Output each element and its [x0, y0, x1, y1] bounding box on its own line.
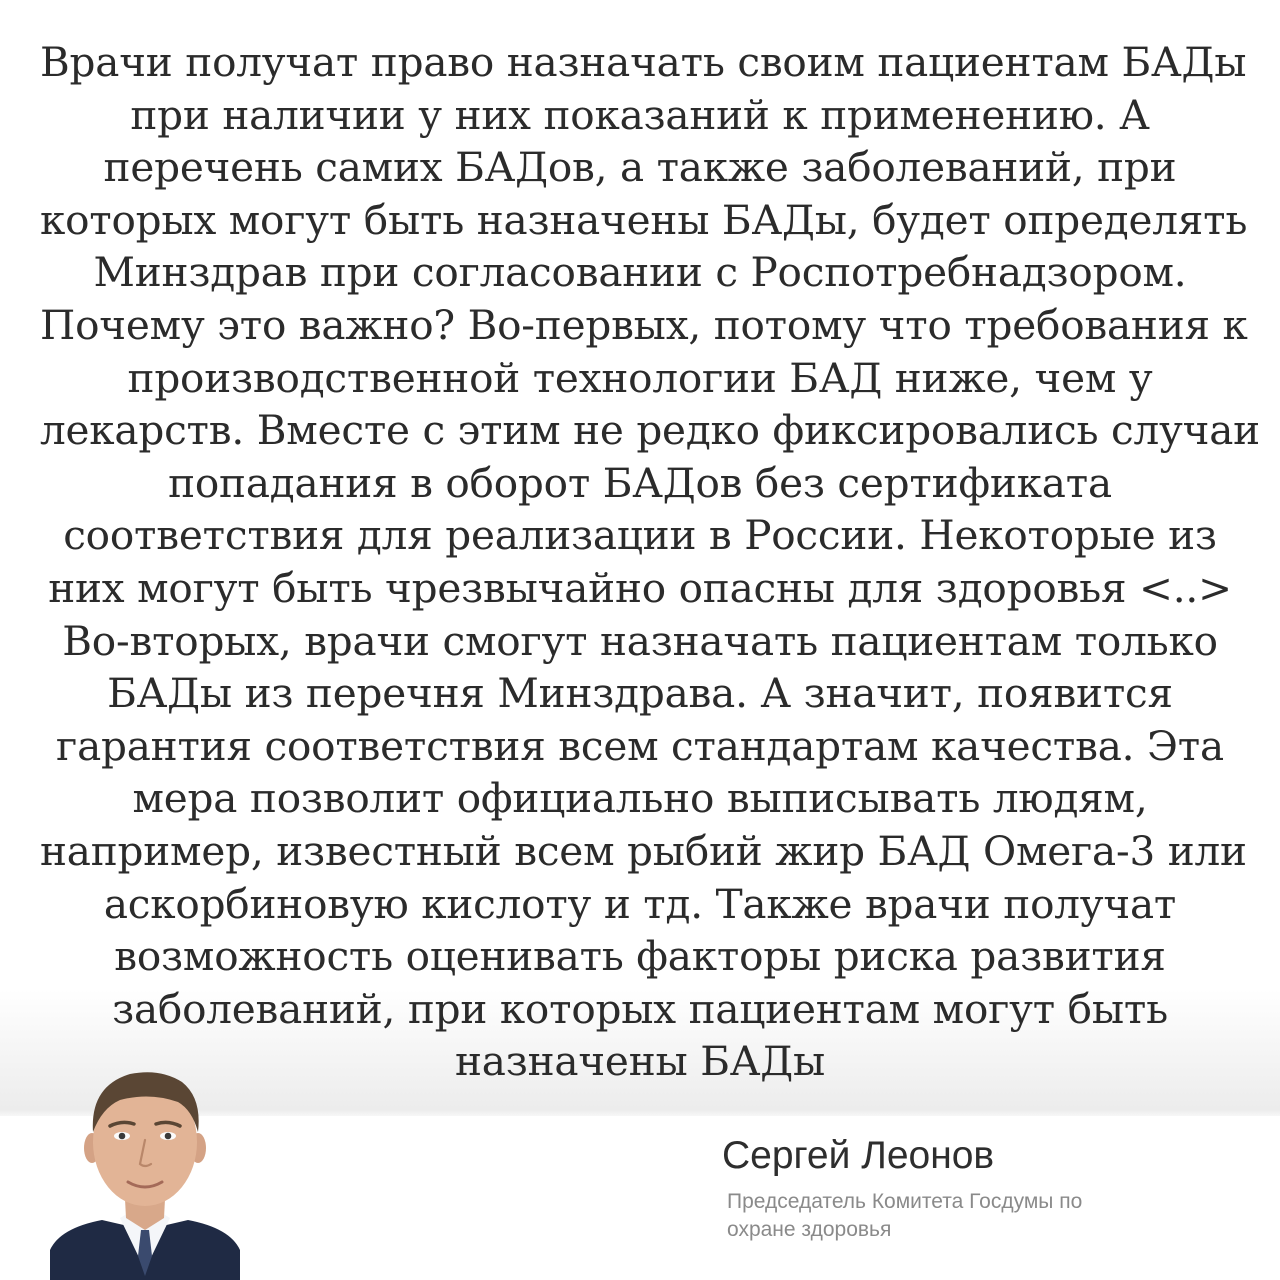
quote-line: попадания в оборот БАДов без сертификата [168, 458, 1112, 507]
quote-line: Почему это важно? Во-первых, потому что требования к [40, 300, 1248, 349]
quote-line: которых могут быть назначены БАДы, будет определять [40, 195, 1248, 244]
quote-line: возможность оценивать факторы риска развития [114, 932, 1166, 981]
quote-line: аскорбиновую кислоту и тд. Также врачи получат [103, 879, 1177, 928]
quote-line: Минздрав при согласовании с Роспотребнадзором. [93, 248, 1187, 297]
quote-line: мера позволит официально выписывать людям, [132, 774, 1148, 823]
quote-line: при наличии у них показаний к применению. А [130, 90, 1150, 139]
quote-line: перечень самих БАДов, а также заболеваний, при [103, 143, 1177, 192]
quote-line: них могут быть чрезвычайно опасны для здоровья <..> [48, 563, 1232, 612]
quote-line: гарантия соответствия всем стандартам качества. Эта [56, 721, 1224, 770]
quote-line: производственной технологии БАД ниже, чем у [127, 353, 1153, 402]
quote-line: Во-вторых, врачи смогут назначать пациентам только [62, 616, 1218, 665]
quote-line: лекарств. Вместе с этим не редко фиксировались случаи [40, 406, 1260, 455]
quote-line: заболеваний, при которых пациентам могут быть [112, 984, 1168, 1033]
quote-line: назначены БАДы [454, 1037, 825, 1086]
quote-text [40, 36, 1260, 1088]
quote-line: БАДы из перечня Минздрава. А значит, появится [107, 669, 1173, 718]
quote-line: Врачи получат право назначать своим пациентам БАДы [40, 38, 1247, 86]
person-portrait-icon [50, 1060, 240, 1280]
author-portrait [50, 1060, 240, 1280]
author-title [727, 1188, 1227, 1244]
author-title-line: охране здоровья [727, 1218, 892, 1241]
author-title-line: Председатель Комитета Госдумы по [727, 1190, 1083, 1213]
quote-line: например, известный всем рыбий жир БАД Омега-3 или [40, 826, 1247, 875]
quote-line: соответствия для реализации в России. Некоторые из [63, 511, 1217, 560]
author-name: Сергей Леонов [722, 1134, 995, 1177]
